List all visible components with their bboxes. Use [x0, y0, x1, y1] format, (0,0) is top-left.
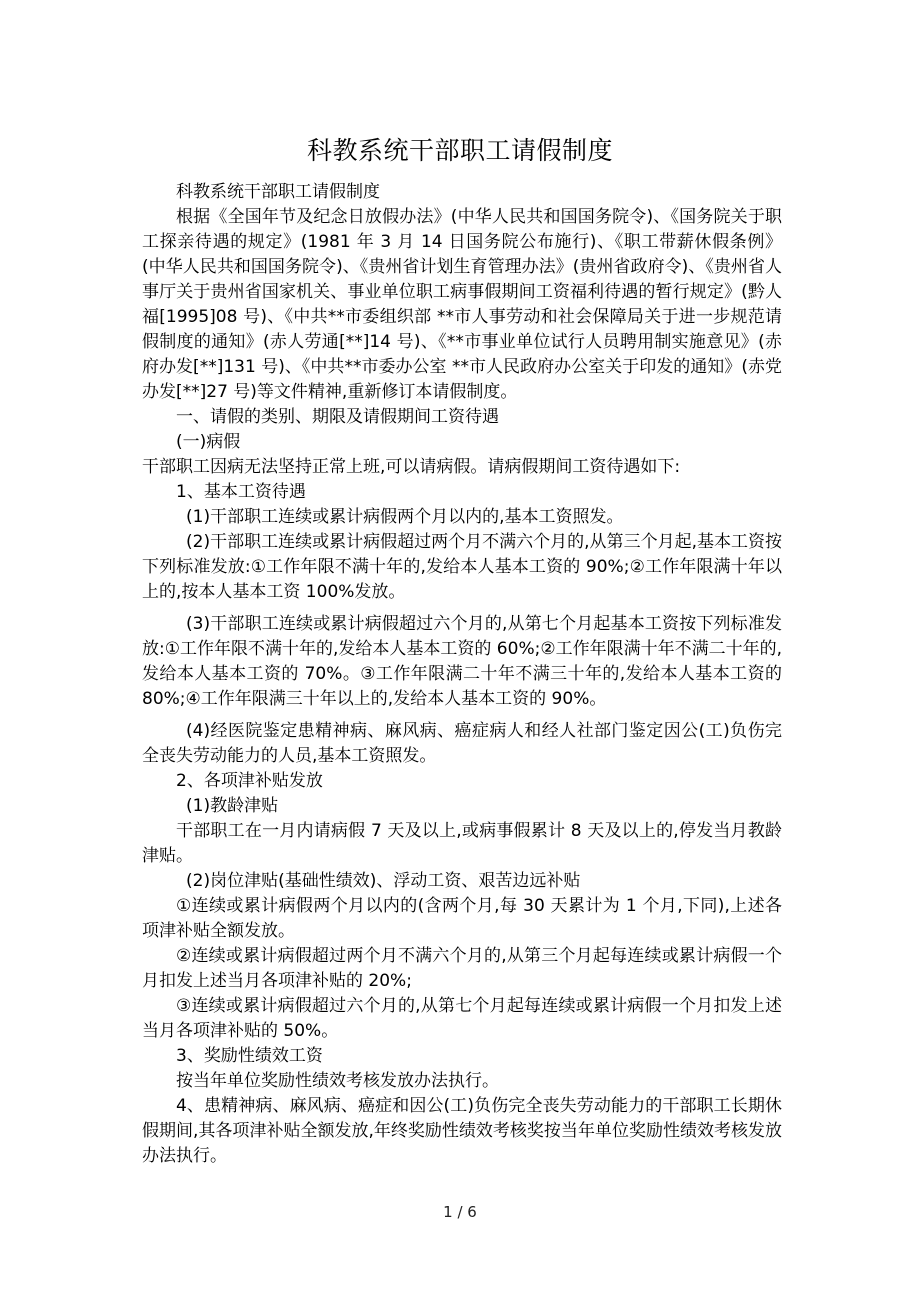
item-basic-salary-heading: 1、基本工资待遇	[176, 482, 306, 502]
item-teaching-allowance-text: 干部职工在一月内请病假 7 天及以上,或病事假累计 8 天及以上的,停发当月教龄津贴。	[142, 821, 782, 866]
item-post-allowance-2: ②连续或累计病假超过两个月不满六个月的,从第三个月起每连续或累计病假一个月扣发上述当月各项津补贴的 20%;	[142, 946, 782, 991]
item-performance-pay-heading: 3、奖励性绩效工资	[176, 1046, 323, 1066]
document-title: 科教系统干部职工请假制度	[306, 136, 613, 165]
item-post-allowance-heading: (2)岗位津贴(基础性绩效)、浮动工资、艰苦边远补贴	[186, 871, 581, 891]
paragraph-sick-leave-intro: 干部职工因病无法坚持正常上班,可以请病假。请病假期间工资待遇如下:	[142, 457, 681, 477]
item-basic-salary-1: (1)干部职工连续或累计病假两个月以内的,基本工资照发。	[186, 507, 624, 527]
item-post-allowance-3: ③连续或累计病假超过六个月的,从第七个月起每连续或累计病假一个月扣发上述当月各项津补贴的 50%。	[142, 996, 782, 1041]
item-basic-salary-2: (2)干部职工连续或累计病假超过两个月不满六个月的,从第三个月起,基本工资按下列标准发放:①工作年限不满十年的,发给本人基本工资的 90%;②工作年限满十年以上的,按本人基本工资 100%发放。	[142, 532, 782, 602]
item-basic-salary-3: (3)干部职工连续或累计病假超过六个月的,从第七个月起基本工资按下列标准发放:①工作年限不满十年的,发给本人基本工资的 60%;②工作年限满十年不满二十年的,发给本人基本工资的 70%。③工作年限满二十年不满三十年的,发给本人基本工资的 80%;④工作年限满三十年以上的,发给本人基本工资的 90%。	[142, 614, 782, 709]
item-allowances-heading: 2、各项津补贴发放	[176, 771, 323, 791]
subsection-sick-leave: (一)病假	[176, 432, 241, 452]
item-teaching-allowance-heading: (1)教龄津贴	[186, 796, 279, 816]
item-post-allowance-1: ①连续或累计病假两个月以内的(含两个月,每 30 天累计为 1 个月,下同),上述各项津补贴全额发放。	[142, 896, 782, 941]
page-number: 1 / 6	[443, 1203, 477, 1221]
paragraph-basis: 根据《全国年节及纪念日放假办法》(中华人民共和国国务院令)、《国务院关于职工探亲待遇的规定》(1981 年 3 月 14 日国务院公布施行)、《职工带薪休假条例》(中华人民共和国国务院令)、《贵州省计划生育管理办法》(贵州省政府令)、《贵州省人事厅关于贵州省国家机关、事业单位职工病事假期间工资福利待遇的暂行规定》(黔人福[1995]08 号)、《中共**市委组织部 **市人事劳动和社会保障局关于进一步规范请假制度的通知》(赤人劳通[**]14 号)、《**市事业单位试行人员聘用制实施意见》(赤府办发[**]131 号)、《中共**市委办公室 **市人民政府办公室关于印发的通知》(赤党办发[**]27 号)等文件精神,重新修订本请假制度。	[142, 207, 782, 402]
item-performance-pay-text: 按当年单位奖励性绩效考核发放办法执行。	[176, 1071, 499, 1091]
section-heading-1: 一、请假的类别、期限及请假期间工资待遇	[176, 407, 499, 427]
document-body	[142, 180, 782, 1169]
paragraph-subtitle: 科教系统干部职工请假制度	[176, 182, 380, 202]
item-long-term-leave-text: 4、患精神病、麻风病、癌症和因公(工)负伤完全丧失劳动能力的干部职工长期休假期间,其各项津补贴全额发放,年终奖励性绩效考核奖按当年单位奖励性绩效考核发放办法执行。	[142, 1096, 782, 1166]
item-basic-salary-4: (4)经医院鉴定患精神病、麻风病、癌症病人和经人社部门鉴定因公(工)负伤完全丧失劳动能力的人员,基本工资照发。	[142, 721, 782, 766]
